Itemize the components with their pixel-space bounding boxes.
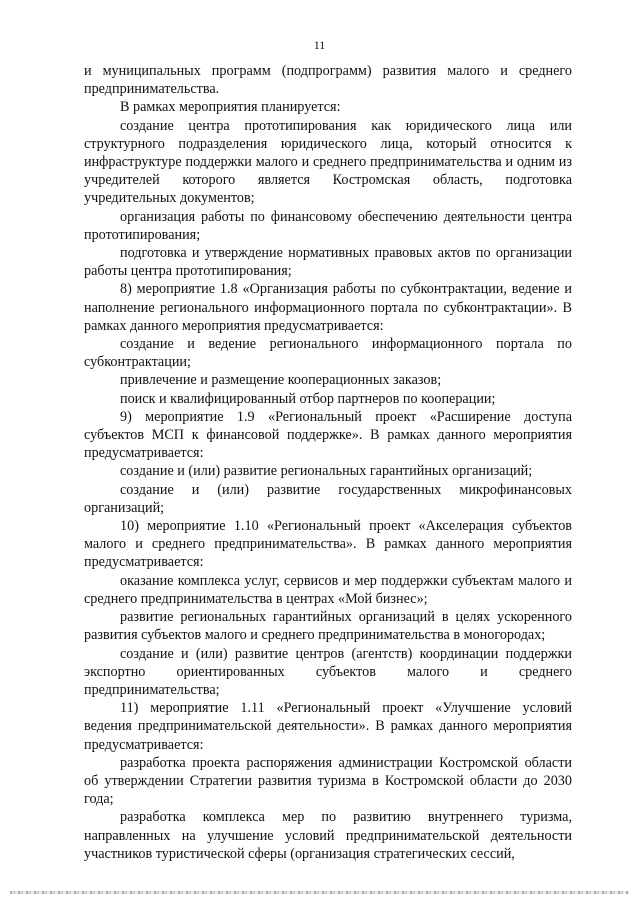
paragraph: развитие региональных гарантийных организаций в целях ускоренного развития субъектов малого и среднего предпринимательства в моногородах; (84, 609, 572, 644)
paragraph: разработка проекта распоряжения администрации Костромской области об утверждении Стратегии развития туризма в Костромской области до 2030 года; (84, 754, 572, 808)
paragraph: 10) мероприятие 1.10 «Региональный проект «Акселерация субъектов малого и среднего предпринимательства». В рамках данного мероприятия предусматривается: (84, 518, 572, 571)
paragraph: В рамках мероприятия планируется: (120, 99, 341, 116)
paragraph: подготовка и утверждение нормативных правовых актов по организации работы центра прототипирования; (84, 245, 572, 280)
paragraph: создание центра прототипирования как юридического лица или структурного подразделения юридического лица, который относится к инфраструктуре поддержки малого и среднего предпринимательства и одним из учредителей которого является Костромская область, подготовка учредительных документов; (84, 117, 572, 207)
paragraph: и муниципальных программ (подпрограмм) развития малого и среднего предпринимательства. (84, 63, 572, 98)
paragraph: разработка комплекса мер по развитию внутреннего туризма, направленных на улучшение условий предпринимательской деятельности участников туристической сферы (организация стратегических сессий, (84, 809, 572, 862)
paragraph: создание и (или) развитие региональных гарантийных организаций; (120, 463, 533, 480)
paragraph: 9) мероприятие 1.9 «Региональный проект «Расширение доступа субъектов МСП к финансовой поддержке». В рамках данного мероприятия предусматривается: (84, 408, 572, 462)
paragraph: привлечение и размещение кооперационных заказов; (120, 372, 442, 389)
paragraph: создание и ведение регионального информационного портала по субконтрактации; (84, 336, 572, 371)
paragraph: 8) мероприятие 1.8 «Организация работы по субконтрактации, ведение и наполнение регионального информационного портала по субконтрактации». В рамках данного мероприятия предусматривается: (84, 281, 572, 334)
document-body (84, 62, 572, 863)
paragraph: поиск и квалифицированный отбор партнеров по кооперации; (120, 390, 496, 407)
paragraph: организация работы по финансовому обеспечению деятельности центра прототипирования; (84, 208, 572, 243)
paragraph: оказание комплекса услуг, сервисов и мер поддержки субъектам малого и среднего предпринимательства в центрах «Мой бизнес»; (84, 572, 572, 607)
paragraph: создание и (или) развитие государственных микрофинансовых организаций; (84, 481, 572, 516)
scan-artifact-line (10, 891, 629, 894)
paragraph: 11) мероприятие 1.11 «Региональный проект «Улучшение условий ведения предпринимательской деятельности». В рамках данного мероприятия предусматривается: (84, 700, 572, 753)
page-number: 11 (313, 38, 326, 52)
paragraph: создание и (или) развитие центров (агентств) координации поддержки экспортно ориентированных субъектов малого и среднего предпринимательства; (84, 645, 572, 698)
